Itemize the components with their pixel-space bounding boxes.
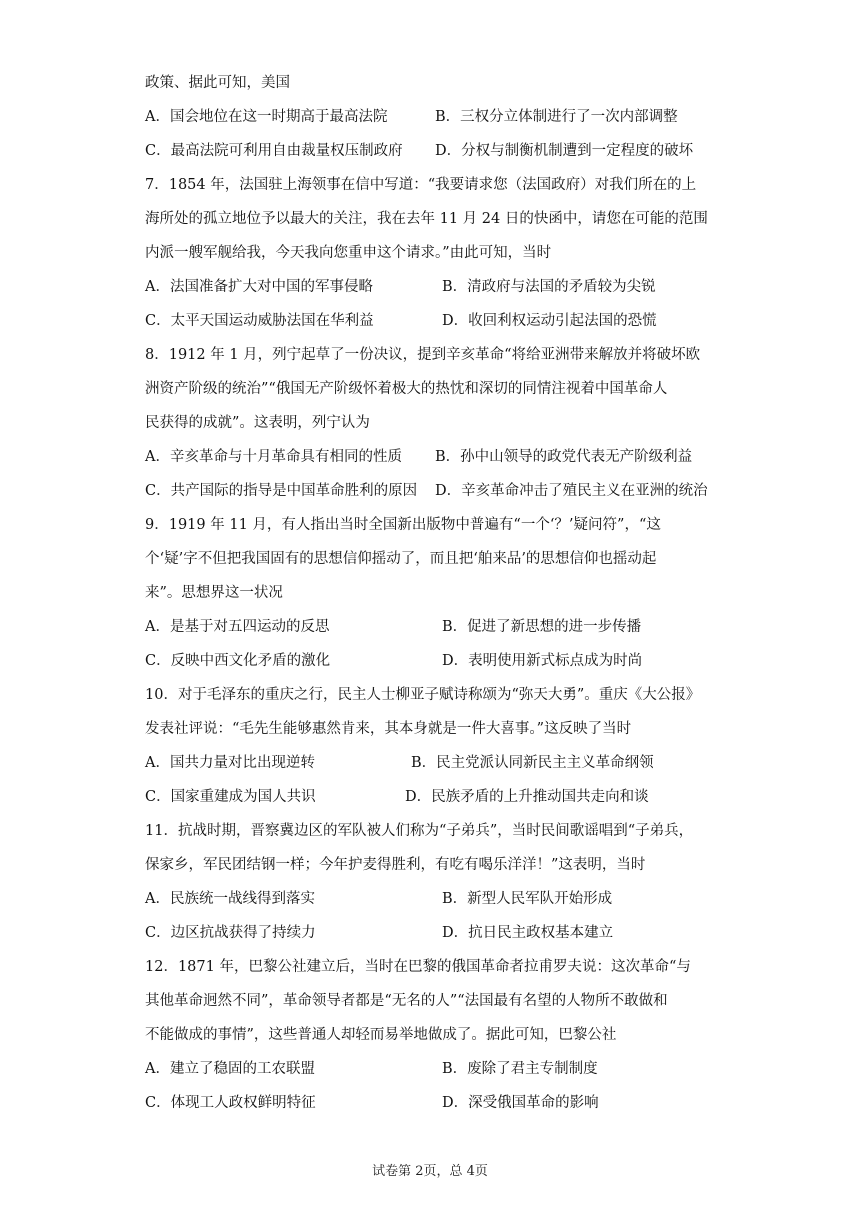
question-7 [145, 168, 730, 338]
question-11-option-d[interactable]: D．抗日民主政权基本建立 [442, 925, 614, 941]
question-8-line-2: 洲资产阶级的统治”“俄国无产阶级怀着极大的热忱和深切的同情注视着中国革命人 [145, 381, 668, 397]
question-9-options-row-2 [145, 644, 730, 678]
question-12-line-3: 不能做成的事情”，这些普通人却轻而易举地做成了。据此可知，巴黎公社 [145, 1027, 617, 1043]
question-11-option-c[interactable]: C．边区抗战获得了持续力 [145, 925, 316, 941]
question-7-options-row-2 [145, 304, 730, 338]
question-12-line-2: 其他革命迥然不同”，革命领导者都是“无名的人”“法国最有名望的人物所不敢做和 [145, 993, 668, 1009]
question-12-option-c[interactable]: C．体现工人政权鲜明特征 [145, 1095, 316, 1111]
question-8 [145, 338, 730, 508]
question-10-line-2: 发表社评说：“毛先生能够惠然肯来，其本身就是一件大喜事。”这反映了当时 [145, 721, 632, 737]
question-12-option-a[interactable]: A．建立了稳固的工农联盟 [145, 1061, 315, 1077]
question-7-line-1: 7．1854 年，法国驻上海领事在信中写道：“我要请求您（法国政府）对我们所在的上 [145, 177, 697, 193]
question-10 [145, 678, 730, 814]
question-9-option-a[interactable]: A．是基于对五四运动的反思 [145, 619, 330, 635]
question-8-line-3: 民获得的成就”。这表明，列宁认为 [145, 415, 370, 431]
question-11-options-row-1 [145, 882, 730, 916]
question-10-option-b[interactable]: B．民主党派认同新民主主义革命纲领 [411, 755, 654, 771]
question-10-option-c[interactable]: C．国家重建成为国人共识 [145, 789, 316, 805]
question-8-option-a[interactable]: A．辛亥革命与十月革命具有相同的性质 [145, 449, 402, 465]
question-7-line-2: 海所处的孤立地位予以最大的关注，我在去年 11 月 24 日的快函中，请您在可能的范围 [145, 211, 708, 227]
question-11-option-b[interactable]: B．新型人民军队开始形成 [442, 891, 613, 907]
question-9-option-c[interactable]: C．反映中西文化矛盾的激化 [145, 653, 331, 669]
question-8-option-b[interactable]: B．孙中山领导的政党代表无产阶级利益 [435, 449, 693, 465]
question-10-line-1: 10．对于毛泽东的重庆之行，民主人士柳亚子赋诗称颂为“弥天大勇”。重庆《大公报》 [145, 687, 701, 703]
question-12 [145, 950, 730, 1120]
exam-content [145, 66, 730, 1120]
question-8-line-1: 8．1912 年 1 月，列宁起草了一份决议，提到辛亥革命“将给亚洲带来解放并将破坏欧 [145, 347, 701, 363]
q6-option-c[interactable]: C．最高法院可利用自由裁量权压制政府 [145, 143, 403, 159]
question-9-line-2: 个‘疑’字不但把我国固有的思想信仰摇动了，而且把‘舶来品’的思想信仰也摇动起 [145, 551, 657, 567]
question-9-option-b[interactable]: B．促进了新思想的进一步传播 [442, 619, 642, 635]
question-12-options-row-2 [145, 1086, 730, 1120]
question-9-line-1: 9．1919 年 11 月，有人指出当时全国新出版物中普遍有“一个‘？’疑问符”，“这 [145, 517, 661, 533]
question-12-line-1: 12．1871 年，巴黎公社建立后，当时在巴黎的俄国革命者拉甫罗夫说：这次革命“与 [145, 959, 691, 975]
question-11-line-1: 11．抗战时期，晋察冀边区的军队被人们称为“子弟兵”，当时民间歌谣唱到“子弟兵， [145, 823, 694, 839]
question-7-option-a[interactable]: A．法国准备扩大对中国的军事侵略 [145, 279, 373, 295]
q6-option-a[interactable]: A．国会地位在这一时期高于最高法院 [145, 109, 388, 125]
question-8-option-c[interactable]: C．共产国际的指导是中国革命胜利的原因 [145, 483, 418, 499]
question-11-options-row-2 [145, 916, 730, 950]
question-8-options-row-1 [145, 440, 730, 474]
page-footer: 试卷第 2页，总 4页 [372, 1164, 488, 1179]
question-12-options-row-1 [145, 1052, 730, 1086]
q6-options-row-2 [145, 134, 730, 168]
question-9-line-3: 来”。思想界这一状况 [145, 585, 283, 601]
question-10-option-d[interactable]: D．民族矛盾的上升推动国共走向和谈 [405, 789, 649, 805]
question-7-option-b[interactable]: B．清政府与法国的矛盾较为尖锐 [442, 279, 656, 295]
question-8-option-d[interactable]: D．辛亥革命冲击了殖民主义在亚洲的统治 [435, 483, 708, 499]
question-7-line-3: 内派一艘军舰给我，今天我向您重申这个请求。”由此可知，当时 [145, 245, 552, 261]
question-11 [145, 814, 730, 950]
question-9-options-row-1 [145, 610, 730, 644]
question-7-options-row-1 [145, 270, 730, 304]
intro-line: 政策、据此可知，美国 [145, 75, 290, 91]
q6-option-d[interactable]: D．分权与制衡机制遭到一定程度的破坏 [435, 143, 694, 159]
question-10-options-row-2 [145, 780, 730, 814]
question-7-option-d[interactable]: D．收回利权运动引起法国的恐慌 [442, 313, 657, 329]
question-7-option-c[interactable]: C．太平天国运动威胁法国在华利益 [145, 313, 374, 329]
q6-option-b[interactable]: B．三权分立体制进行了一次内部调整 [435, 109, 678, 125]
question-10-option-a[interactable]: A．国共力量对比出现逆转 [145, 755, 315, 771]
question-12-option-d[interactable]: D．深受俄国革命的影响 [442, 1095, 599, 1111]
question-10-options-row-1 [145, 746, 730, 780]
question-8-options-row-2 [145, 474, 730, 508]
question-12-option-b[interactable]: B．废除了君主专制制度 [442, 1061, 598, 1077]
question-9-option-d[interactable]: D．表明使用新式标点成为时尚 [442, 653, 643, 669]
question-11-line-2: 保家乡，军民团结钢一样；今年护麦得胜利，有吃有喝乐洋洋！”这表明，当时 [145, 857, 646, 873]
question-9 [145, 508, 730, 678]
question-11-option-a[interactable]: A．民族统一战线得到落实 [145, 891, 315, 907]
q6-options-row-1 [145, 100, 730, 134]
